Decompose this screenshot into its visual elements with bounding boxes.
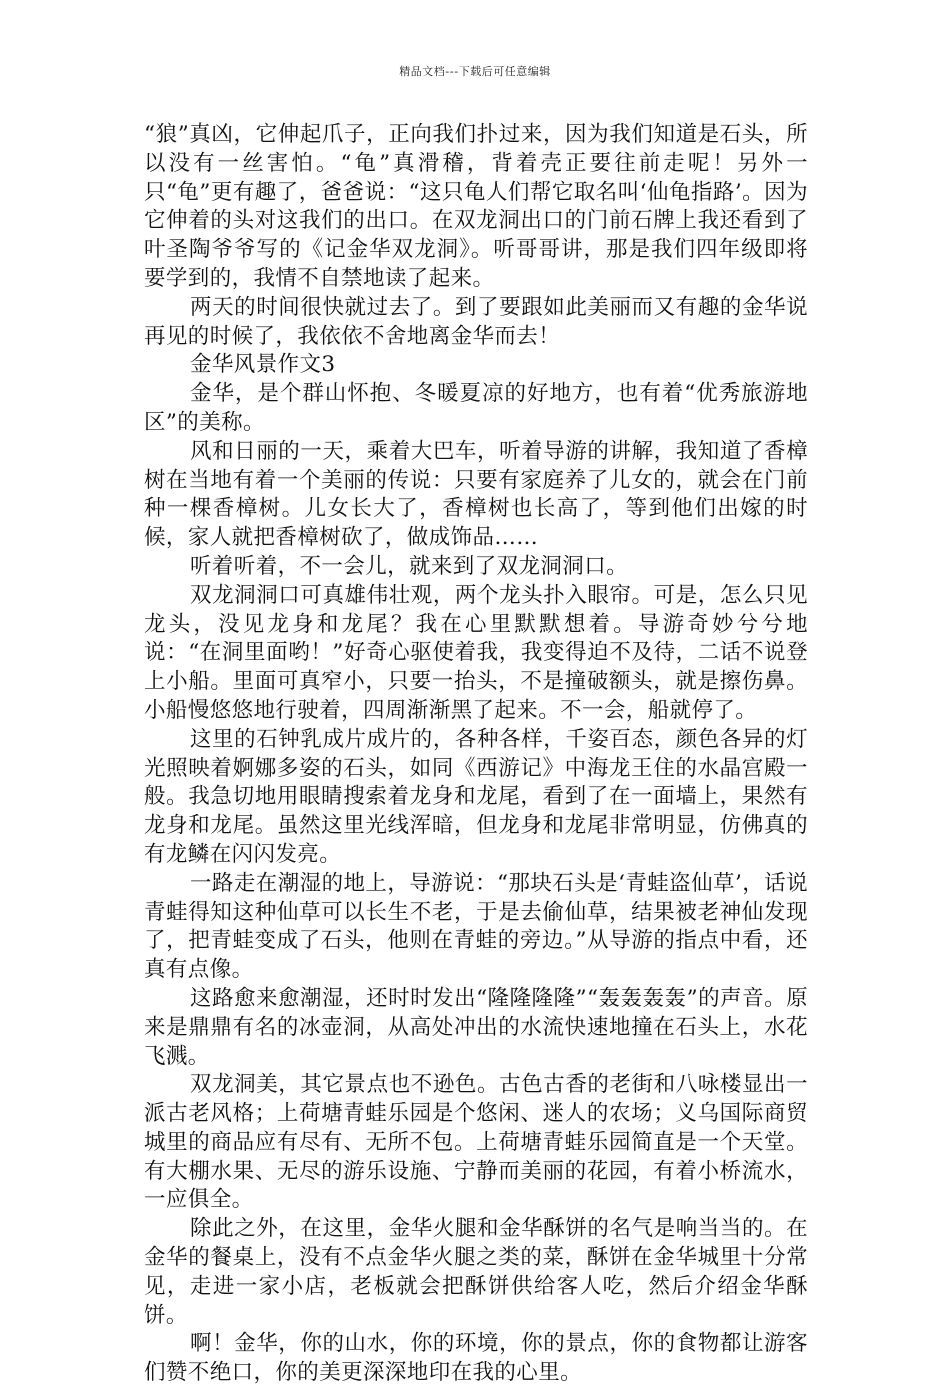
paragraph-8: 这里的石钟乳成片成片的，各种各样，千姿百态，颜色各异的灯光照映着婀娜多姿的石头，如同《西游记》中海龙王住的水晶宫殿一般。我急切地用眼睛搜索着龙身和龙尾，看到了在一面墙上，果然有龙身和龙尾。虽然这里光线浑暗，但龙身和龙尾非常明显，仿佛真的有龙鳞在闪闪发亮。 (144, 726, 808, 867)
document-body (144, 121, 808, 1388)
paragraph-10: 这路愈来愈潮湿，还时时发出“隆隆隆隆”“轰轰轰轰”的声音。原来是鼎鼎有名的冰壶洞，从高处冲出的水流快速地撞在石头上，水花飞溅。 (144, 985, 808, 1069)
paragraph-12: 除此之外，在这里，金华火腿和金华酥饼的名气是响当当的。在金华的餐桌上，没有不点金华火腿之类的菜，酥饼在金华城里十分常见，走进一家小店，老板就会把酥饼供给客人吃，然后介绍金华酥饼。 (144, 1216, 808, 1328)
paragraph-4: 金华，是个群山怀抱、冬暖夏凉的好地方，也有着“优秀旅游地区”的美称。 (144, 381, 808, 435)
paragraph-2: 两天的时间很快就过去了。到了要跟如此美丽而又有趣的金华说再见的时候了，我依依不舍地离金华而去！ (144, 294, 808, 349)
paragraph-7: 双龙洞洞口可真雄伟壮观，两个龙头扑入眼帘。可是，怎么只见龙头，没见龙身和龙尾？我在心里默默想着。导游奇妙兮兮地说：“在洞里面哟！”好奇心驱使着我，我变得迫不及待，二话不说登上小船。里面可真窄小，只要一抬头，不是撞破额头，就是擦伤鼻。小船慢悠悠地行驶着，四周渐渐黑了起来。不一会，船就停了。 (144, 582, 808, 723)
page-header: 精品文档---下载后可任意编辑 (399, 65, 551, 78)
paragraph-9: 一路走在潮湿的地上，导游说：“那块石头是‘青蛙盗仙草’，话说青蛙得知这种仙草可以长生不老，于是去偷仙草，结果被老神仙发现了，把青蛙变成了石头，他则在青蛙的旁边。”从导游的指点中看，还真有点像。 (144, 870, 808, 983)
section-title: 金华风景作文3 (190, 352, 336, 378)
paragraph-6: 听着听着，不一会儿，就来到了双龙洞洞口。 (190, 553, 629, 579)
paragraph-1: “狼”真凶，它伸起爪子，正向我们扑过来，因为我们知道是石头，所以没有一丝害怕。“龟”真滑稽，背着壳正要往前走呢！另外一只“龟”更有趣了，爸爸说：“这只龟人们帮它取名叫‘仙龟指路’。因为它伸着的头对这我们的出口。在双龙洞出口的门前石牌上我还看到了叶圣陶爷爷写的《记金华双龙洞》。听哥哥讲，那是我们四年级即将要学到的，我情不自禁地读了起来。 (144, 122, 808, 291)
paragraph-13: 啊！金华，你的山水，你的环境，你的景点，你的食物都让游客们赞不绝口，你的美更深深地印在我的心里。 (144, 1331, 808, 1386)
paragraph-11: 双龙洞美，其它景点也不逊色。古色古香的老街和八咏楼显出一派古老风格；上荷塘青蛙乐园是个悠闲、迷人的农场；义乌国际商贸城里的商品应有尽有、无所不包。上荷塘青蛙乐园简直是一个天堂。有大棚水果、无尽的游乐设施、宁静而美丽的花园，有着小桥流水，一应俱全。 (144, 1072, 808, 1213)
paragraph-5: 风和日丽的一天，乘着大巴车，听着导游的讲解，我知道了香樟树在当地有着一个美丽的传说：只要有家庭养了儿女的，就会在门前种一棵香樟树。儿女长大了，香樟树也长高了，等到他们出嫁的时候，家人就把香樟树砍了，做成饰品…… (144, 438, 808, 551)
